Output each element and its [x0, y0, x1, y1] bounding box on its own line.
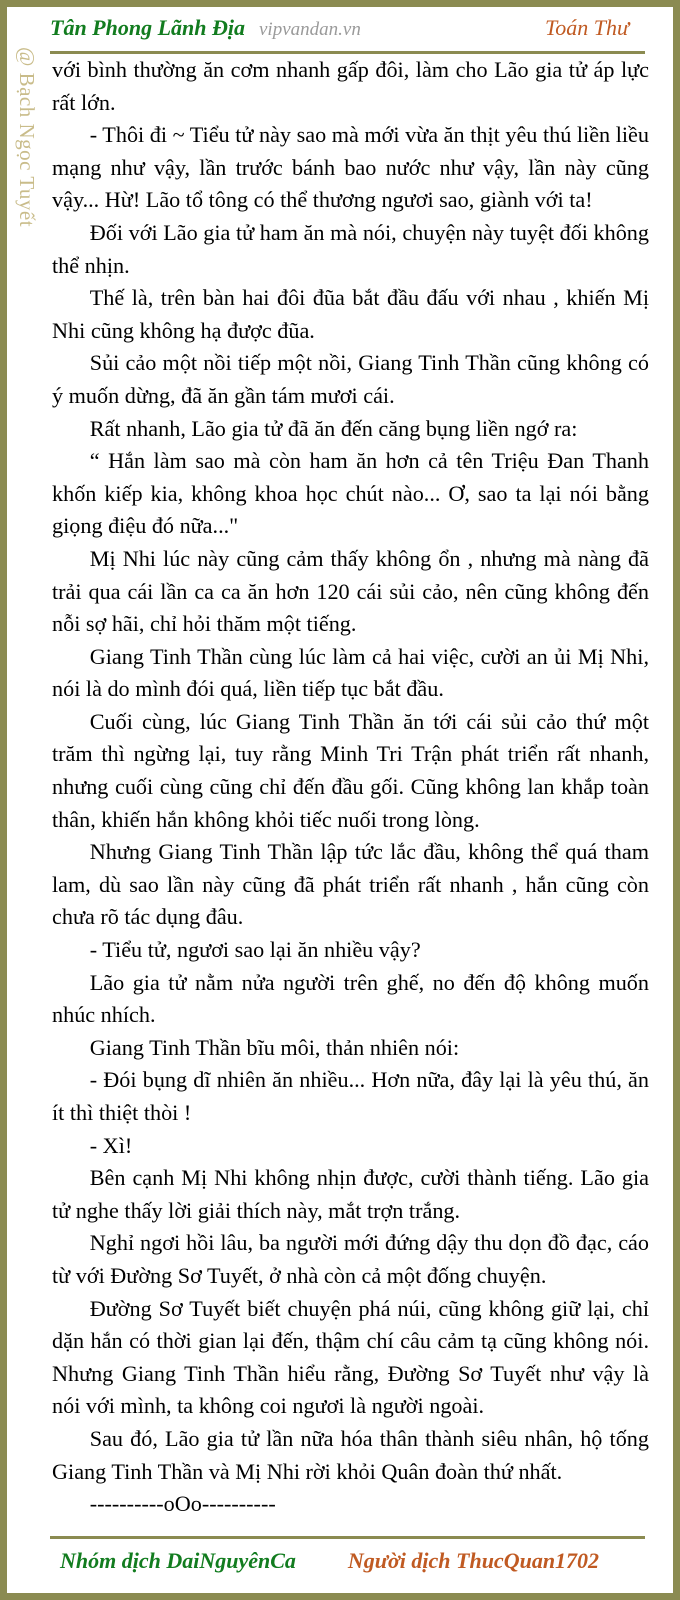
paragraph: Sủi cảo một nồi tiếp một nồi, Giang Tinh Thần cũng không có ý muốn dừng, đã ăn gần tám mươi cái. [52, 350, 649, 408]
paragraph: Thế là, trên bàn hai đôi đũa bắt đầu đấu với nhau , khiến Mị Nhi cũng không hạ được đũa. [52, 285, 649, 343]
section-separator: ----------oOo---------- [89, 1491, 276, 1517]
paragraph: - Tiểu tử, ngươi sao lại ăn nhiều vậy? [89, 937, 421, 963]
paragraph: Bên cạnh Mị Nhi không nhịn được, cười thành tiếng. Lão gia tử nghe thấy lời giải thích này, mắt trợn trắng. [52, 1165, 649, 1223]
footer-translator: Người dịch ThucQuan1702 [347, 1548, 600, 1573]
paragraph: Mị Nhi lúc này cũng cảm thấy không ổn , nhưng mà nàng đã trải qua cái lần ca ca ăn hơn 120 cái sủi cảo, nên cũng không đến nỗi sợ hãi, chỉ hỏi thăm một tiếng. [52, 545, 649, 637]
footer-translation-group: Nhóm dịch DaiNguyênCa [60, 1548, 296, 1573]
paragraph: Giang Tinh Thần cùng lúc làm cả hai việc, cười an ủi Mị Nhi, nói là do mình đói quá, liền tiếp tục bắt đầu. [52, 643, 649, 702]
paragraph: - Xì! [89, 1132, 133, 1158]
paragraph: Đường Sơ Tuyết biết chuyện phá núi, cũng không giữ lại, chỉ dặn hắn có thời gian lại đến, thậm chí câu cảm tạ cũng không nói. Nhưng Giang Tinh Thần hiểu rằng, Đường Sơ Tuyết như vậy là nói với mình, ta không coi ngươi là người ngoài. [52, 1295, 649, 1419]
paragraph: “ Hắn làm sao mà còn ham ăn hơn cả tên Triệu Đan Thanh khốn kiếp kia, không khoa học chút nào... Ơ, sao ta lại nói bằng giọng điệu đó nữa..." [52, 448, 649, 539]
paragraph: Cuối cùng, lúc Giang Tinh Thần ăn tới cái sủi cảo thứ một trăm thì ngừng lại, tuy rằng Minh Tri Trận phát triển rất nhanh, nhưng cuối cùng cũng chỉ đến đầu gối. Cũng không lan khắp toàn thân, khiến hắn không khỏi tiếc nuối trong lòng. [52, 708, 649, 832]
watermark-author: @ Bạch Ngọc Tuyết [15, 47, 39, 228]
paragraph: Rất nhanh, Lão gia tử đã ăn đến căng bụng liền ngớ ra: [89, 415, 578, 441]
paragraph: Nghỉ ngơi hồi lâu, ba người mới đứng dậy thu dọn đồ đạc, cáo từ với Đường Sơ Tuyết, ở nhà còn cả một đống chuyện. [52, 1230, 649, 1288]
paragraph: Sau đó, Lão gia tử lần nữa hóa thân thành siêu nhân, hộ tống Giang Tinh Thần và Mị Nhi rời khỏi Quân đoàn thứ nhất. [52, 1425, 649, 1484]
header-section-title: Toán Thư [545, 15, 629, 40]
page-header [50, 15, 645, 54]
paragraph: với bình thường ăn cơm nhanh gấp đôi, làm cho Lão gia tử áp lực rất lớn. [52, 57, 649, 115]
paragraph: - Đói bụng dĩ nhiên ăn nhiều... Hơn nữa, đây lại là yêu thú, ăn ít thì thiệt thòi ! [52, 1067, 649, 1125]
paragraph: - Thôi đi ~ Tiểu tử này sao mà mới vừa ăn thịt yêu thú liền liều mạng như vậy, lần trước bánh bao nước như vậy, lần này cũng vậy... Hừ! Lão tổ tông có thể thương ngươi sao, giành với ta! [52, 122, 649, 213]
paragraph: Lão gia tử nằm nửa người trên ghế, no đến độ không muốn nhúc nhích. [52, 969, 649, 1028]
paragraph: Nhưng Giang Tinh Thần lập tức lắc đầu, không thể quá tham lam, dù sao lần này cũng đã phát triển rất nhanh , hắn cũng còn chưa rõ tác dụng đâu. [52, 839, 649, 930]
paragraph: Đối với Lão gia tử ham ăn mà nói, chuyện này tuyệt đối không thể nhịn. [52, 219, 649, 278]
header-book-title: Tân Phong Lãnh Địa [50, 15, 245, 40]
page-footer [50, 1536, 645, 1581]
header-site-url: vipvandan.vn [259, 19, 361, 40]
paragraph: Giang Tinh Thần bĩu môi, thản nhiên nói: [89, 1034, 460, 1060]
chapter-body [52, 54, 649, 1521]
